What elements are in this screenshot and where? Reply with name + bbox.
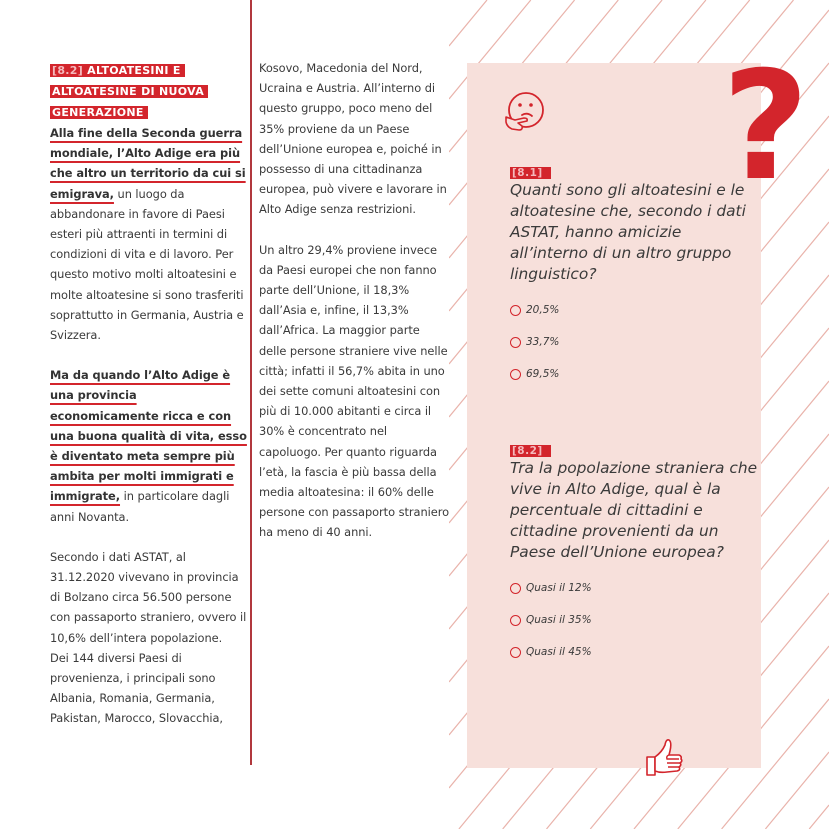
answer-option[interactable]: 20,5% <box>510 294 760 326</box>
section-tag: [8.2] <box>52 64 84 77</box>
radio-button[interactable] <box>510 337 521 348</box>
radio-button[interactable] <box>510 615 521 626</box>
paragraph-6: Un altro 29,4% proviene invece da Paesi europei che non fanno parte dell’Unione, il 18,3% dall’Asia e, infine, il 13,3% dall’Africa. La maggior parte delle persone straniere vive nelle città; infatti il 56,7% abita in uno dei sette comuni altoatesini con più di 10.000 abitanti e circa il 30% è concentrato nel capoluogo. Per quanto riguarda l’età, la fascia è più bassa della media altoatesina: il 60% delle persone con passaporto straniero ha meno di 40 anni. <box>259 242 449 540</box>
stripe-line <box>809 805 829 829</box>
paragraph-4: Dei 144 diversi Paesi di provenienza, i principali sono Albania, Romania, Germania, Pakistan, Marocco, Slovacchia, <box>50 650 223 726</box>
paragraph-2: Ma da quando l’Alto Adige è una provincia economicamente ricca e con una buona qualità di vita, esso è diventato meta sempre più ambita per molti immigrati e immigrate, in particolare dagli anni Novanta. <box>50 368 247 524</box>
question-text: Quanti sono gli altoatesini e le altoatesine che, secondo i dati ASTAT, hanno amicizie all’interno di un altro gruppo linguistico? <box>510 181 746 283</box>
thumbs-up-icon <box>645 737 685 779</box>
thinking-face-icon <box>500 88 550 138</box>
quiz-question-1 <box>510 161 760 390</box>
column-divider <box>250 0 252 765</box>
answer-options <box>510 294 760 390</box>
answer-option[interactable]: Quasi il 35% <box>510 604 760 636</box>
paragraph-1: Alla fine della Seconda guerra mondiale, l’Alto Adige era più che altro un territorio da cui si emigrava, un luogo da abbandonare in favore di Paesi esteri più attraenti in termini di condizioni di vita e di lavoro. Per questo motivo molti altoatesini e molte altoatesine si sono trasferiti soprattutto in Germania, Austria e Svizzera. <box>50 126 246 343</box>
paragraph-3: Secondo i dati ASTAT, al 31.12.2020 vivevano in provincia di Bolzano circa 56.500 persone con passaporto straniero, ovvero il 10,6% dell’intera popolazione. <box>50 549 247 645</box>
question-tag: [8.1] <box>510 167 551 179</box>
answer-option[interactable]: Quasi il 45% <box>510 636 760 668</box>
question-text: Tra la popolazione straniera che vive in Alto Adige, qual è la percentuale di cittadini e cittadine provenienti da un Paese dell’Unione europea? <box>510 459 758 561</box>
radio-button[interactable] <box>510 647 521 658</box>
section-heading <box>50 60 248 123</box>
highlight-2: Ma da quando l’Alto Adige è una provincia economicamente ricca e con una buona qualità di vita, esso è diventato meta sempre più ambita per molti immigrati e immigrate, <box>50 368 247 504</box>
answer-option[interactable]: 33,7% <box>510 326 760 358</box>
answer-option[interactable]: 69,5% <box>510 358 760 390</box>
stripe-line <box>449 0 487 46</box>
radio-button[interactable] <box>510 369 521 380</box>
question-mark-icon: ? <box>722 40 810 214</box>
quiz-question-2 <box>510 439 760 668</box>
section-title: ALTOATESINI E ALTOATESINE DI NUOVA GENERAZIONE <box>52 64 205 119</box>
article-column-2 <box>259 58 449 543</box>
radio-button[interactable] <box>510 305 521 316</box>
question-tag: [8.2] <box>510 445 551 457</box>
radio-button[interactable] <box>510 583 521 594</box>
highlight-1: Alla fine della Seconda guerra mondiale, l’Alto Adige era più che altro un territorio da cui si emigrava, <box>50 126 246 201</box>
article-column-1 <box>50 60 248 729</box>
paragraph-5: Kosovo, Macedonia del Nord, Ucraina e Austria. All’interno di questo gruppo, poco meno del 35% proviene da un Paese dell’Unione europea e, poiché in possesso di una cittadinanza europea, può vivere e lavorare in Alto Adige senza restrizioni. <box>259 61 447 217</box>
answer-option[interactable]: Quasi il 12% <box>510 572 760 604</box>
answer-options <box>510 572 760 668</box>
